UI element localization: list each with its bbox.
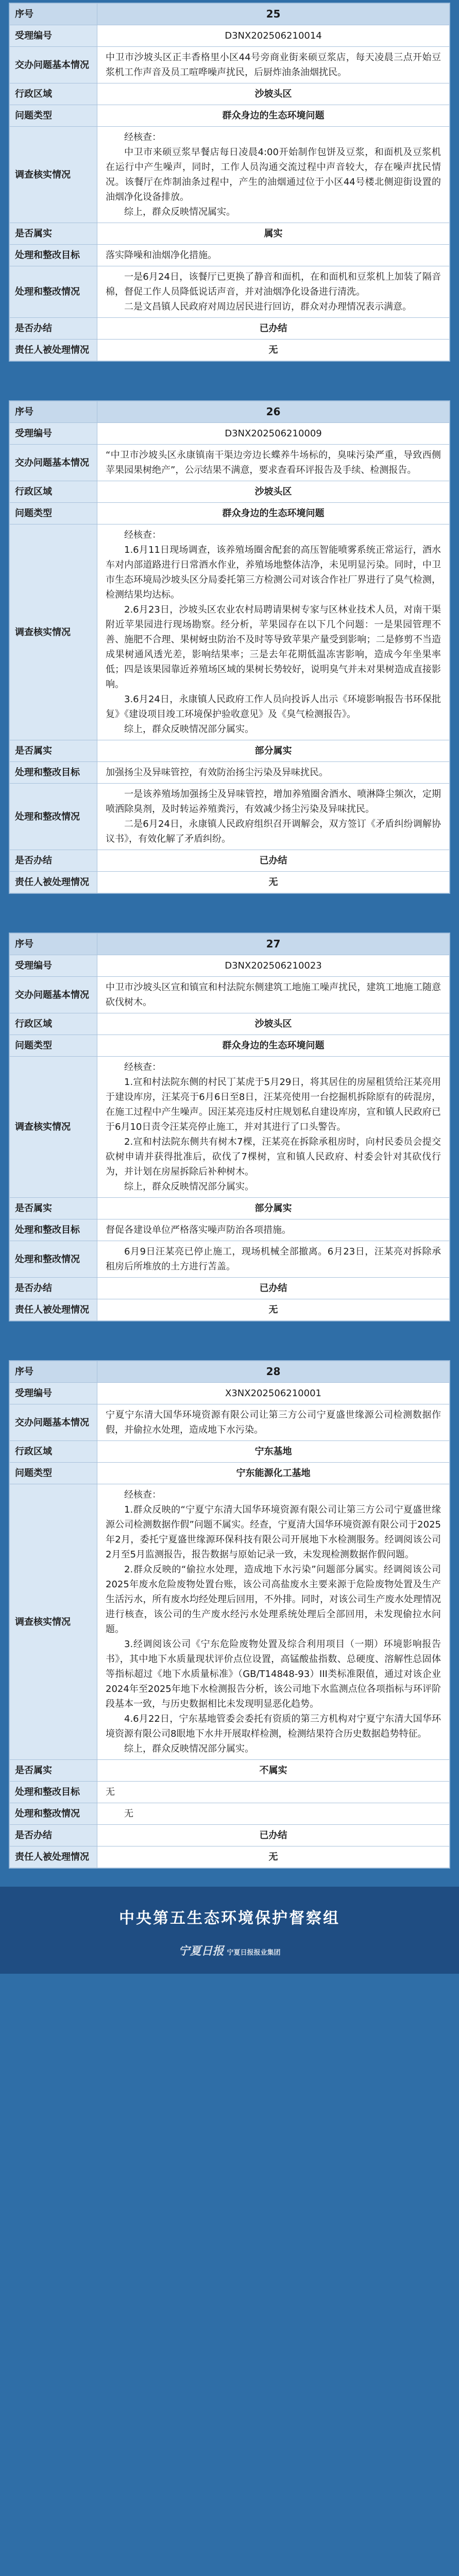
- field-label: 是否属实: [10, 223, 97, 245]
- field-label: 处理和整改情况: [10, 784, 97, 850]
- paragraph: 1.群众反映的“宁夏宁东清大国华环境资源有限公司让第三方公司宁夏盛世缘源公司检测数据作假”问题不属实。经查，宁夏清大国华环境资源有限公司于2025年2月，委托宁夏盛世缘源环保科技有限公司开展地下水检测服务。经调阅该公司2月至5月监测报告，报告数据与原始记录一致，未发现检测数据作假问题。: [106, 1504, 441, 1560]
- record-number: 25: [97, 4, 450, 25]
- field-label: 是否办结: [10, 1278, 97, 1299]
- row-id: [10, 423, 450, 445]
- field-label: 调查核实情况: [10, 1057, 97, 1198]
- footer-title: 中央第五生态环境保护督察组: [119, 1909, 340, 1927]
- paragraph: 一是该养殖场加强扬尘及异味管控，增加养殖圈舍酒水、喷淋降尘频次，定期喷洒除臭剂，及时转运养殖粪污，有效减少扬尘污染及异味扰民。: [106, 789, 441, 815]
- paragraph: 中卫市来硕豆浆早餐店每日凌晨4:00开始制作包饼及豆浆，和面机及豆浆机在运行中产生噪声，同时，工作人员沟通交流过程中声音较大，存在噪声扰民情况。该餐厅在炸制油条过程中，产生的油烟通过位于小区44号楼北侧迎街设置的油烟净化设备排放。: [106, 147, 441, 202]
- record-findings: [97, 1057, 450, 1198]
- record-status: 已办结: [97, 1825, 450, 1846]
- row-target: [10, 762, 450, 784]
- field-label: 问题类型: [10, 503, 97, 524]
- record-number: 26: [97, 401, 450, 423]
- footer-logo: [0, 1942, 459, 1958]
- field-label: 处理和整改目标: [10, 762, 97, 784]
- record-progress: [97, 266, 450, 318]
- paragraph: 3.经调阅该公司《宁东危险废物处置及综合利用项目（一期）环境影响报告书》，其中地下水质量现状评价点位设置，高锰酸盐指数、总硬度、溶解性总固体等指标超过《地下水质量标准》（GB/T14848-93）III类标准限值，通过对该企业2024年至2025年地下水检测报告分析，该公司地下水监测点位各项指标与环评阶段基本一致，与历史数据相比未发现明显恶化趋势。: [106, 1639, 441, 1709]
- paragraph: 二是6月24日，永康镇人民政府组织召开调解会，双方签订《矛盾纠纷调解协议书》，有效化解了矛盾纠纷。: [106, 819, 441, 844]
- record-list: [9, 3, 450, 1869]
- record-accountability: 无: [97, 1299, 450, 1321]
- record-status: 已办结: [97, 318, 450, 340]
- row-target: [10, 1219, 450, 1241]
- paragraph: 1.宣和村法院东侧的村民丁某虎于5月29日，将其居住的房屋租赁给汪某亮用于建设库房，汪某亮于6月6日至8日，汪某亮使用一台挖掘机拆除原有的砖混房，在施工过程中产生噪声。因汪某亮违反村庄规划私自建设库房，宣和镇人民政府已于6月10日责令汪某亮停止施工，并对其进行了口头警告。: [106, 1077, 441, 1132]
- record-valid: 部分属实: [97, 1198, 450, 1219]
- record-region: 宁东基地: [97, 1441, 450, 1463]
- field-label: 处理和整改目标: [10, 1782, 97, 1803]
- record-type: 群众身边的生态环境问题: [97, 105, 450, 127]
- field-label: 是否办结: [10, 318, 97, 340]
- field-label: 是否办结: [10, 850, 97, 872]
- field-label: 交办问题基本情况: [10, 445, 97, 481]
- record-valid: 不属实: [97, 1760, 450, 1782]
- row-type: [10, 105, 450, 127]
- record-card: [9, 400, 450, 894]
- row-findings: [10, 1484, 450, 1760]
- row-content: [10, 445, 450, 481]
- field-label: 责任人被处理情况: [10, 340, 97, 361]
- row-accountability: [10, 872, 450, 893]
- field-label: 行政区域: [10, 83, 97, 105]
- row-valid: [10, 740, 450, 762]
- row-type: [10, 1463, 450, 1484]
- field-label: 是否属实: [10, 740, 97, 762]
- paragraph: 3.6月24日，永康镇人民政府工作人员向投诉人出示《环境影响报告书环保批复》《建设项目竣工环境保护验收意见》及《臭气检测报告》。: [106, 694, 441, 720]
- field-label: 处理和整改情况: [10, 266, 97, 318]
- field-label: 受理编号: [10, 25, 97, 47]
- row-progress: [10, 784, 450, 850]
- field-label: 受理编号: [10, 423, 97, 445]
- row-findings: [10, 1057, 450, 1198]
- row-findings: [10, 127, 450, 223]
- record-status: 已办结: [97, 850, 450, 872]
- paragraph: 4.6月22日，宁东基地管委会委托有资质的第三方机构对宁夏宁东清大国华环境资源有限公司8眼地下水井开展取样检测，检测结果符合历史数据趋势特征。: [106, 1714, 441, 1739]
- field-label: 是否属实: [10, 1198, 97, 1219]
- row-no: [10, 934, 450, 955]
- row-no: [10, 4, 450, 25]
- row-valid: [10, 223, 450, 245]
- field-label: 受理编号: [10, 955, 97, 977]
- row-region: [10, 1441, 450, 1463]
- record-number: 27: [97, 934, 450, 955]
- record-accountability: 无: [97, 872, 450, 893]
- row-id: [10, 25, 450, 47]
- record-progress: [97, 784, 450, 850]
- record-findings: [97, 524, 450, 740]
- record-region: 沙坡头区: [97, 1013, 450, 1035]
- field-label: 处理和整改情况: [10, 1241, 97, 1278]
- record-content: 中卫市沙坡头区正丰香格里小区44号旁商业街来硕豆浆店，每天凌晨三点开始豆浆机工作声音及员工喧哗噪声扰民，后厨炸油条油烟扰民。: [97, 47, 450, 83]
- field-label: 调查核实情况: [10, 524, 97, 740]
- record-findings: [97, 1484, 450, 1760]
- field-label: 行政区域: [10, 1013, 97, 1035]
- row-target: [10, 1782, 450, 1803]
- row-no: [10, 1361, 450, 1383]
- paragraph: 经核查：: [124, 1062, 161, 1073]
- field-label: 交办问题基本情况: [10, 47, 97, 83]
- row-status: [10, 1825, 450, 1846]
- field-label: 问题类型: [10, 1463, 97, 1484]
- field-label: 交办问题基本情况: [10, 977, 97, 1013]
- paragraph: 经核查：: [124, 132, 161, 143]
- field-label: 责任人被处理情况: [10, 872, 97, 893]
- record-target: 无: [97, 1782, 450, 1803]
- paragraph: 2.宣和村法院东侧共有树木7棵，汪某亮在拆除承租房时，向村民委员会提交砍树申请并获得批准后，砍伐了7棵树，宣和镇人民政府、村委会针对其砍伐行为，并计划在房屋拆除后补种树木。: [106, 1137, 441, 1177]
- record-progress: [97, 1803, 450, 1825]
- footer-brand-name: 宁夏日报: [178, 1944, 224, 1958]
- row-content: [10, 977, 450, 1013]
- record-card: [9, 3, 450, 362]
- row-id: [10, 1383, 450, 1404]
- record-type: 群众身边的生态环境问题: [97, 1035, 450, 1057]
- record-id: D3NX202506210009: [97, 423, 450, 445]
- row-content: [10, 47, 450, 83]
- record-target: 加强扬尘及异味管控，有效防治扬尘污染及异味扰民。: [97, 762, 450, 784]
- record-content: 中卫市沙坡头区宣和镇宣和村法院东侧建筑工地施工噪声扰民，建筑工地施工随意砍伐树木。: [97, 977, 450, 1013]
- field-label: 调查核实情况: [10, 127, 97, 223]
- field-label: 序号: [10, 401, 97, 423]
- record-id: D3NX202506210023: [97, 955, 450, 977]
- record-type: 群众身边的生态环境问题: [97, 503, 450, 524]
- paragraph: 2.群众反映的“偷拉水处理，造成地下水污染”问题部分属实。经调阅该公司2025年废水危险废物处置台账，该公司高盐废水主要来源于危险废物处置及生产生活污水，所有废水均经处理后回用，不外排。同时，对该公司生产废水处理情况进行核查，该公司的生产废水经污水处理系统处理后全部回用，未发现偷拉水问题。: [106, 1564, 441, 1635]
- row-no: [10, 401, 450, 423]
- row-valid: [10, 1760, 450, 1782]
- record-content: 宁夏宁东清大国华环境资源有限公司让第三方公司宁夏盛世缘源公司检测数据作假，并偷拉水处理，造成地下水污染。: [97, 1404, 450, 1441]
- field-label: 序号: [10, 1361, 97, 1383]
- row-region: [10, 1013, 450, 1035]
- record-region: 沙坡头区: [97, 481, 450, 503]
- row-region: [10, 481, 450, 503]
- record-progress: [97, 1241, 450, 1278]
- row-status: [10, 1278, 450, 1299]
- row-target: [10, 245, 450, 266]
- paragraph: 综上，群众反映情况部分属实。: [124, 1181, 254, 1192]
- record-accountability: 无: [97, 340, 450, 361]
- row-progress: [10, 1241, 450, 1278]
- field-label: 问题类型: [10, 1035, 97, 1057]
- paragraph: 6月9日汪某亮已停止施工，现场机械全部撤离。6月23日，汪某亮对拆除承租房后所堆放的土方进行苫盖。: [106, 1246, 441, 1272]
- row-progress: [10, 1803, 450, 1825]
- row-findings: [10, 524, 450, 740]
- field-label: 序号: [10, 934, 97, 955]
- row-status: [10, 318, 450, 340]
- record-content: “中卫市沙坡头区永康镇南干渠边旁边长蝶养牛场标的，臭味污染严重，导致西侧苹果园果树绝产”，公示结果不满意，要求查看环评报告及手续、检测报告。: [97, 445, 450, 481]
- footer-brand-sub: 宁夏日报报业集团: [227, 1949, 281, 1957]
- field-label: 处理和整改情况: [10, 1803, 97, 1825]
- row-type: [10, 503, 450, 524]
- record-table: [9, 401, 450, 893]
- record-table: [9, 1361, 450, 1868]
- field-label: 交办问题基本情况: [10, 1404, 97, 1441]
- record-id: X3NX202506210001: [97, 1383, 450, 1404]
- row-type: [10, 1035, 450, 1057]
- paragraph: 无: [124, 1808, 133, 1819]
- record-status: 已办结: [97, 1278, 450, 1299]
- paragraph: 综上，群众反映情况部分属实。: [124, 724, 254, 735]
- record-valid: 部分属实: [97, 740, 450, 762]
- footer: [0, 1887, 459, 1974]
- record-findings: [97, 127, 450, 223]
- field-label: 行政区域: [10, 1441, 97, 1463]
- paragraph: 1.6月11日现场调查，该养殖场圈舍配套的高压智能喷雾系统正常运行，酒水车对内部道路进行日常酒水作业，养殖场地整体洁净，未见明显污染。同时，中卫市生态环境局沙坡头区分局委托第三方检测公司对该合作社厂界进行了臭气检测，检测结果均达标。: [106, 545, 441, 600]
- row-id: [10, 955, 450, 977]
- record-card: [9, 933, 450, 1321]
- record-accountability: 无: [97, 1846, 450, 1868]
- paragraph: 2.6月23日，沙坡头区农业农村局聘请果树专家与区林业技术人员，对南干渠附近苹果园进行现场勘察。经分析，苹果园存在以下几个问题：一是果园管理不善、施肥不合理、果树蚜虫防治不及时等导致苹果产量受到影响；二是修剪不当造成果树通风透光差，影响结果率；三是去年花期低温冻害影响，造成今年坐果率低；四是该果园靠近养殖场区域的果树长势较好，说明臭气并未对果树造成直接影响。: [106, 604, 441, 690]
- paragraph: 二是文昌镇人民政府对周边居民进行回访，群众对办理情况表示满意。: [124, 301, 412, 312]
- row-progress: [10, 266, 450, 318]
- record-valid: 属实: [97, 223, 450, 245]
- field-label: 是否办结: [10, 1825, 97, 1846]
- field-label: 问题类型: [10, 105, 97, 127]
- paragraph: 综上，群众反映情况属实。: [124, 207, 235, 217]
- field-label: 责任人被处理情况: [10, 1846, 97, 1868]
- row-status: [10, 850, 450, 872]
- record-target: 落实降噪和油烟净化措施。: [97, 245, 450, 266]
- row-accountability: [10, 1299, 450, 1321]
- record-card: [9, 1360, 450, 1869]
- paragraph: 经核查：: [124, 530, 161, 540]
- paragraph: 经核查：: [124, 1489, 161, 1500]
- field-label: 受理编号: [10, 1383, 97, 1404]
- field-label: 是否属实: [10, 1760, 97, 1782]
- field-label: 调查核实情况: [10, 1484, 97, 1760]
- paragraph: 一是6月24日，该餐厅已更换了静音和面机，在和面机和豆浆机上加装了隔音棉，督促工作人员降低说话声音，并对油烟净化设备进行清洗。: [106, 272, 441, 297]
- field-label: 责任人被处理情况: [10, 1299, 97, 1321]
- record-target: 督促各建设单位严格落实噪声防治各项措施。: [97, 1219, 450, 1241]
- record-region: 沙坡头区: [97, 83, 450, 105]
- record-type: 宁东能源化工基地: [97, 1463, 450, 1484]
- field-label: 序号: [10, 4, 97, 25]
- row-content: [10, 1404, 450, 1441]
- field-label: 行政区域: [10, 481, 97, 503]
- page: [0, 3, 459, 1974]
- record-table: [9, 933, 450, 1321]
- row-region: [10, 83, 450, 105]
- field-label: 处理和整改目标: [10, 1219, 97, 1241]
- record-id: D3NX202506210014: [97, 25, 450, 47]
- paragraph: 综上，群众反映情况部分属实。: [124, 1743, 254, 1754]
- row-accountability: [10, 340, 450, 361]
- record-table: [9, 3, 450, 361]
- row-valid: [10, 1198, 450, 1219]
- row-accountability: [10, 1846, 450, 1868]
- field-label: 处理和整改目标: [10, 245, 97, 266]
- record-number: 28: [97, 1361, 450, 1383]
